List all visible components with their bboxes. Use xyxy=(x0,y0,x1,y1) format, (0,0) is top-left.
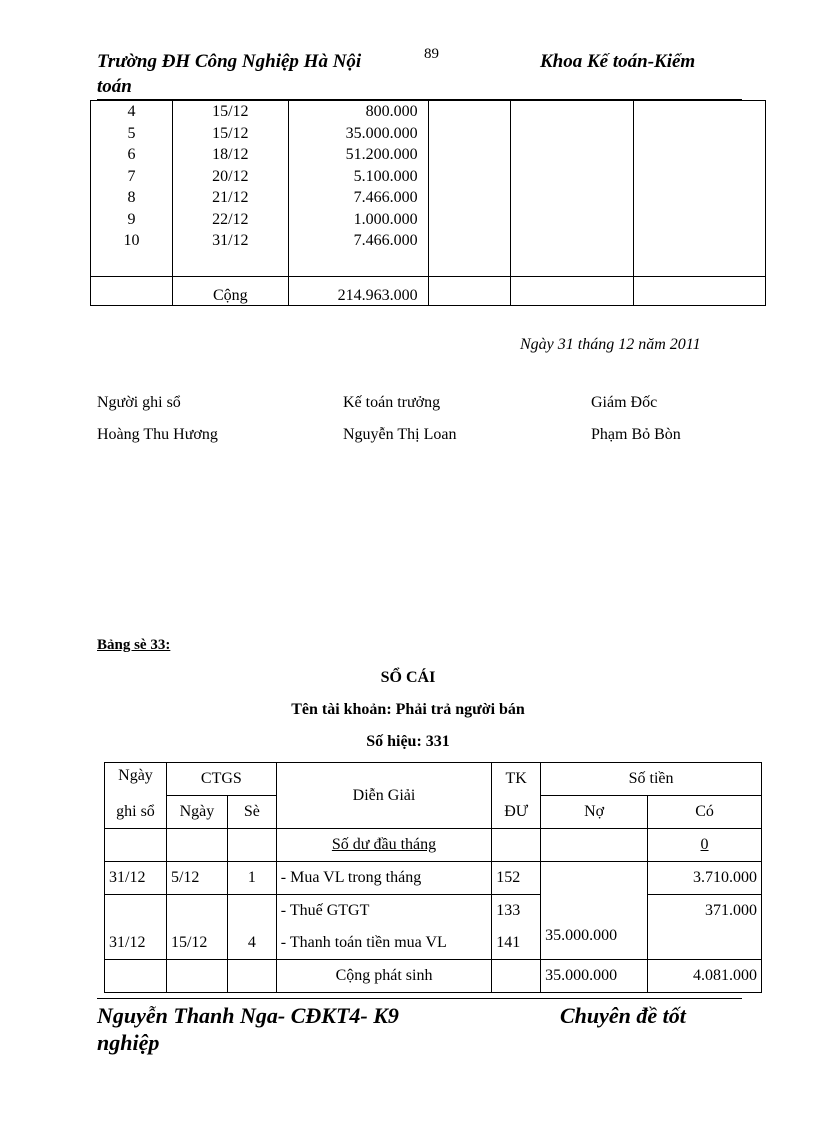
entry-credit: 371.000 xyxy=(648,895,762,928)
row-amount: 51.200.000 xyxy=(288,144,428,166)
entry-voucher-date: 15/12 xyxy=(166,927,227,960)
entry-voucher-no: 1 xyxy=(227,862,276,895)
total-label: Cộng phát sinh xyxy=(276,960,491,993)
entry-date xyxy=(105,895,167,928)
table-row xyxy=(91,187,766,209)
header-description: Diễn Giải xyxy=(276,763,491,829)
chief-accountant-name: Nguyễn Thị Loan xyxy=(343,426,457,443)
row-date: 31/12 xyxy=(172,230,288,252)
recorder-name: Hoàng Thu Hương xyxy=(97,426,218,443)
entry-description: - Mua VL trong tháng xyxy=(276,862,491,895)
header-department: Khoa Kế toán-Kiểm xyxy=(540,51,696,72)
row-amount: 5.100.000 xyxy=(288,166,428,188)
header-date-recorded-line2: ghi sổ xyxy=(105,796,167,829)
row-date: 20/12 xyxy=(172,166,288,188)
table-row-empty xyxy=(91,252,766,277)
director-name: Phạm Bỏ Bòn xyxy=(591,426,681,443)
entry-voucher-no: 4 xyxy=(227,927,276,960)
header-counter-account-line1: TK xyxy=(492,763,541,796)
table-row xyxy=(91,123,766,145)
ledger-account-number: Số hiệu: 331 xyxy=(366,733,450,750)
footer-rule xyxy=(97,998,742,999)
entry-counter-account: 152 xyxy=(492,862,541,895)
row-date: 22/12 xyxy=(172,209,288,231)
row-no: 5 xyxy=(91,123,173,145)
ledger-table xyxy=(104,762,762,993)
entry-counter-account: 133 xyxy=(492,895,541,928)
footer-author: Nguyễn Thanh Nga- CĐKT4- K9 xyxy=(97,1003,399,1028)
row-amount: 35.000.000 xyxy=(288,123,428,145)
entry-credit: 3.710.000 xyxy=(648,862,762,895)
table-total-row xyxy=(91,276,766,305)
row-date: 21/12 xyxy=(172,187,288,209)
row-no: 7 xyxy=(91,166,173,188)
header-voucher-date: Ngày xyxy=(166,796,227,829)
table-row xyxy=(91,230,766,252)
table-row xyxy=(105,862,762,895)
header-date-recorded xyxy=(105,763,167,796)
footer-topic: Chuyên đề tốt xyxy=(560,1003,686,1028)
entry-debit xyxy=(541,895,648,928)
header-amount: Số tiền xyxy=(541,763,762,796)
total-debit: 35.000.000 xyxy=(541,960,648,993)
table-row xyxy=(91,166,766,188)
opening-balance-credit: 0 xyxy=(700,836,709,853)
row-no: 4 xyxy=(91,101,173,123)
opening-balance-label: Số dư đầu tháng xyxy=(331,836,437,853)
header-school: Trường ĐH Công Nghiệp Hà Nội xyxy=(97,51,362,72)
entry-description: - Thuế GTGT xyxy=(276,895,491,928)
header-counter-account-line2: ĐƯ xyxy=(492,796,541,829)
table-row xyxy=(91,209,766,231)
row-amount: 800.000 xyxy=(288,101,428,123)
row-date: 15/12 xyxy=(172,101,288,123)
table-row xyxy=(105,895,762,928)
row-no: 10 xyxy=(91,230,173,252)
header-voucher-no: Sè xyxy=(227,796,276,829)
row-amount: 1.000.000 xyxy=(288,209,428,231)
entry-date: 31/12 xyxy=(105,927,167,960)
header-school-cont: toán xyxy=(97,76,132,97)
entry-debit xyxy=(541,862,648,895)
row-no: 9 xyxy=(91,209,173,231)
ledger-title: SỔ CÁI xyxy=(380,669,436,686)
header-voucher: CTGS xyxy=(166,763,276,796)
entry-description: - Thanh toán tiền mua VL xyxy=(276,927,491,960)
ledger-caption: Bảng sè 33: xyxy=(97,637,171,653)
total-credit: 4.081.000 xyxy=(648,960,762,993)
ledger-account-name: Tên tài khoản: Phải trả người bán xyxy=(291,701,525,718)
row-date: 18/12 xyxy=(172,144,288,166)
table-row xyxy=(91,144,766,166)
total-amount: 214.963.000 xyxy=(288,276,428,305)
row-amount: 7.466.000 xyxy=(288,230,428,252)
entry-date: 31/12 xyxy=(105,862,167,895)
date-line: Ngày 31 tháng 12 năm 2011 xyxy=(520,336,701,353)
footer-author-cont: nghiệp xyxy=(97,1030,160,1055)
total-row xyxy=(105,960,762,993)
row-amount: 7.466.000 xyxy=(288,187,428,209)
entry-voucher-date: 5/12 xyxy=(166,862,227,895)
page-number: 89 xyxy=(424,46,439,62)
director-title: Giám Đốc xyxy=(591,394,658,411)
entry-debit: 35.000.000 xyxy=(541,927,648,960)
journal-table-continued xyxy=(90,100,766,306)
header-debit: Nợ xyxy=(541,796,648,829)
table-row xyxy=(91,101,766,123)
row-no: 8 xyxy=(91,187,173,209)
table-row xyxy=(105,927,762,960)
entry-credit xyxy=(648,927,762,960)
entry-voucher-no xyxy=(227,895,276,928)
header-date-recorded-line1: Ngày xyxy=(118,767,153,784)
row-date: 15/12 xyxy=(172,123,288,145)
header-credit: Có xyxy=(648,796,762,829)
entry-voucher-date xyxy=(166,895,227,928)
opening-balance-row xyxy=(105,829,762,862)
recorder-title: Người ghi sổ xyxy=(97,394,181,411)
entry-counter-account: 141 xyxy=(492,927,541,960)
total-label: Cộng xyxy=(172,276,288,305)
row-no: 6 xyxy=(91,144,173,166)
chief-accountant-title: Kế toán trưởng xyxy=(343,394,441,411)
